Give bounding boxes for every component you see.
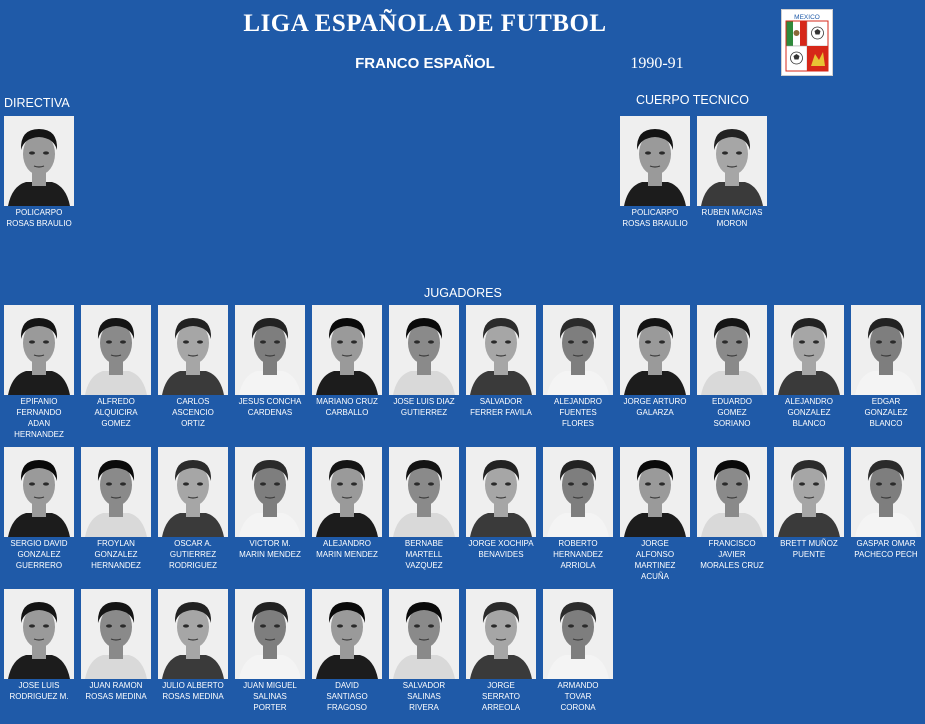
portrait-photo <box>466 305 536 395</box>
directiva-card <box>4 116 74 229</box>
person-name: VICTOR M. MARIN MENDEZ <box>239 539 301 559</box>
player-card <box>620 447 690 582</box>
person-name: SALVADOR FERRER FAVILA <box>470 397 532 417</box>
portrait-photo <box>81 305 151 395</box>
svg-text:MEXICO: MEXICO <box>794 14 820 21</box>
team-name: FRANCO ESPAÑOL <box>355 55 495 72</box>
player-card <box>389 447 459 571</box>
player-card <box>4 447 74 571</box>
player-card <box>389 305 459 418</box>
person-name: JULIO ALBERTO ROSAS MEDINA <box>162 681 224 701</box>
player-card <box>235 447 305 560</box>
person-name: BRETT MUÑOZ PUENTE <box>780 539 838 559</box>
player-card <box>466 305 536 418</box>
person-name: FRANCISCO JAVIER MORALES CRUZ <box>700 539 764 570</box>
portrait-photo <box>389 589 459 679</box>
portrait-photo <box>158 589 228 679</box>
person-name: JORGE ALFONSO MARTINEZ ACUÑA <box>634 539 676 581</box>
player-card <box>158 589 228 702</box>
player-card <box>774 447 844 560</box>
page-title: LIGA ESPAÑOLA DE FUTBOL <box>243 10 607 37</box>
portrait-photo <box>774 305 844 395</box>
person-name: GASPAR OMAR PACHECO PECH <box>854 539 918 559</box>
portrait-photo <box>81 589 151 679</box>
person-name: DAVID SANTIAGO FRAGOSO <box>326 681 368 712</box>
portrait-photo <box>235 305 305 395</box>
player-card <box>235 305 305 418</box>
player-card <box>158 305 228 429</box>
player-card <box>389 589 459 713</box>
person-name: JESUS CONCHA CARDENAS <box>238 397 302 417</box>
portrait-photo <box>4 116 74 206</box>
player-card <box>543 305 613 429</box>
player-card <box>81 447 151 571</box>
portrait-photo <box>312 447 382 537</box>
person-name: JUAN RAMON ROSAS MEDINA <box>85 681 147 701</box>
portrait-photo <box>697 447 767 537</box>
portrait-photo <box>697 116 767 206</box>
person-name: OSCAR A. GUTIERREZ RODRIGUEZ <box>169 539 217 570</box>
person-name: JUAN MIGUEL SALINAS PORTER <box>243 681 297 712</box>
portrait-photo <box>620 305 690 395</box>
portrait-photo <box>158 305 228 395</box>
person-name: FROYLAN GONZALEZ HERNANDEZ <box>91 539 141 570</box>
portrait-photo <box>620 447 690 537</box>
portrait-photo <box>81 447 151 537</box>
person-name: EPIFANIO FERNANDO ADAN HERNANDEZ <box>14 397 64 439</box>
player-card <box>158 447 228 571</box>
person-name: POLICARPO ROSAS BRAULIO <box>622 208 688 228</box>
portrait-photo <box>851 447 921 537</box>
portrait-photo <box>774 447 844 537</box>
person-name: JOSE LUIS DIAZ GUTIERREZ <box>393 397 455 417</box>
person-name: JORGE XOCHIPA BENAVIDES <box>468 539 534 559</box>
person-name: RUBEN MACIAS MORON <box>701 208 763 228</box>
player-card <box>466 589 536 713</box>
player-card <box>312 305 382 418</box>
staff-card <box>620 116 690 229</box>
portrait-photo <box>389 447 459 537</box>
portrait-photo <box>4 447 74 537</box>
person-name: ALEJANDRO GONZALEZ BLANCO <box>784 397 833 428</box>
portrait-photo <box>543 305 613 395</box>
person-name: MARIANO CRUZ CARBALLO <box>316 397 378 417</box>
player-card <box>466 447 536 560</box>
player-card <box>235 589 305 713</box>
player-card <box>851 447 921 560</box>
person-name: EDUARDO GOMEZ SORIANO <box>711 397 752 428</box>
person-name: BERNABE MARTELL VAZQUEZ <box>404 539 444 570</box>
person-name: SERGIO DAVID GONZALEZ GUERRERO <box>10 539 68 570</box>
section-label-jugadores: JUGADORES <box>424 286 502 300</box>
person-name: ROBERTO HERNANDEZ ARRIOLA <box>553 539 603 570</box>
section-label-cuerpo-tecnico: CUERPO TECNICO <box>636 93 749 107</box>
player-card <box>697 447 767 571</box>
person-name: JORGE ARTURO GALARZA <box>623 397 687 417</box>
portrait-photo <box>235 447 305 537</box>
person-name: CARLOS ASCENCIO ORTIZ <box>172 397 214 428</box>
person-name: POLICARPO ROSAS BRAULIO <box>6 208 72 228</box>
player-card <box>543 447 613 571</box>
portrait-photo <box>4 589 74 679</box>
portrait-photo <box>466 589 536 679</box>
portrait-photo <box>312 589 382 679</box>
portrait-photo <box>235 589 305 679</box>
player-card <box>81 305 151 429</box>
portrait-photo <box>620 116 690 206</box>
portrait-photo <box>697 305 767 395</box>
player-card <box>312 589 382 713</box>
season-label: 1990-91 <box>630 55 684 72</box>
portrait-photo <box>312 305 382 395</box>
portrait-photo <box>4 305 74 395</box>
player-card <box>81 589 151 702</box>
person-name: JOSE LUIS RODRIGUEZ M. <box>9 681 69 701</box>
player-card <box>851 305 921 429</box>
person-name: ALEJANDRO FUENTES FLORES <box>553 397 602 428</box>
person-name: ALFREDO ALQUICIRA GOMEZ <box>94 397 138 428</box>
mexico-crest-logo <box>781 9 833 76</box>
player-card <box>774 305 844 429</box>
player-card <box>4 305 74 440</box>
person-name: SALVADOR SALINAS RIVERA <box>402 681 446 712</box>
portrait-photo <box>466 447 536 537</box>
portrait-photo <box>851 305 921 395</box>
portrait-photo <box>389 305 459 395</box>
player-card <box>543 589 613 713</box>
section-label-directiva: DIRECTIVA <box>4 96 70 110</box>
person-name: JORGE SERRATO ARREOLA <box>481 681 521 712</box>
player-card <box>4 589 74 702</box>
staff-card <box>697 116 767 229</box>
person-name: EDGAR GONZALEZ BLANCO <box>864 397 908 428</box>
person-name: ALEJANDRO MARIN MENDEZ <box>316 539 378 559</box>
player-card <box>312 447 382 560</box>
portrait-photo <box>158 447 228 537</box>
portrait-photo <box>543 447 613 537</box>
player-card <box>620 305 690 418</box>
player-card <box>697 305 767 429</box>
portrait-photo <box>543 589 613 679</box>
person-name: ARMANDO TOVAR CORONA <box>557 681 599 712</box>
